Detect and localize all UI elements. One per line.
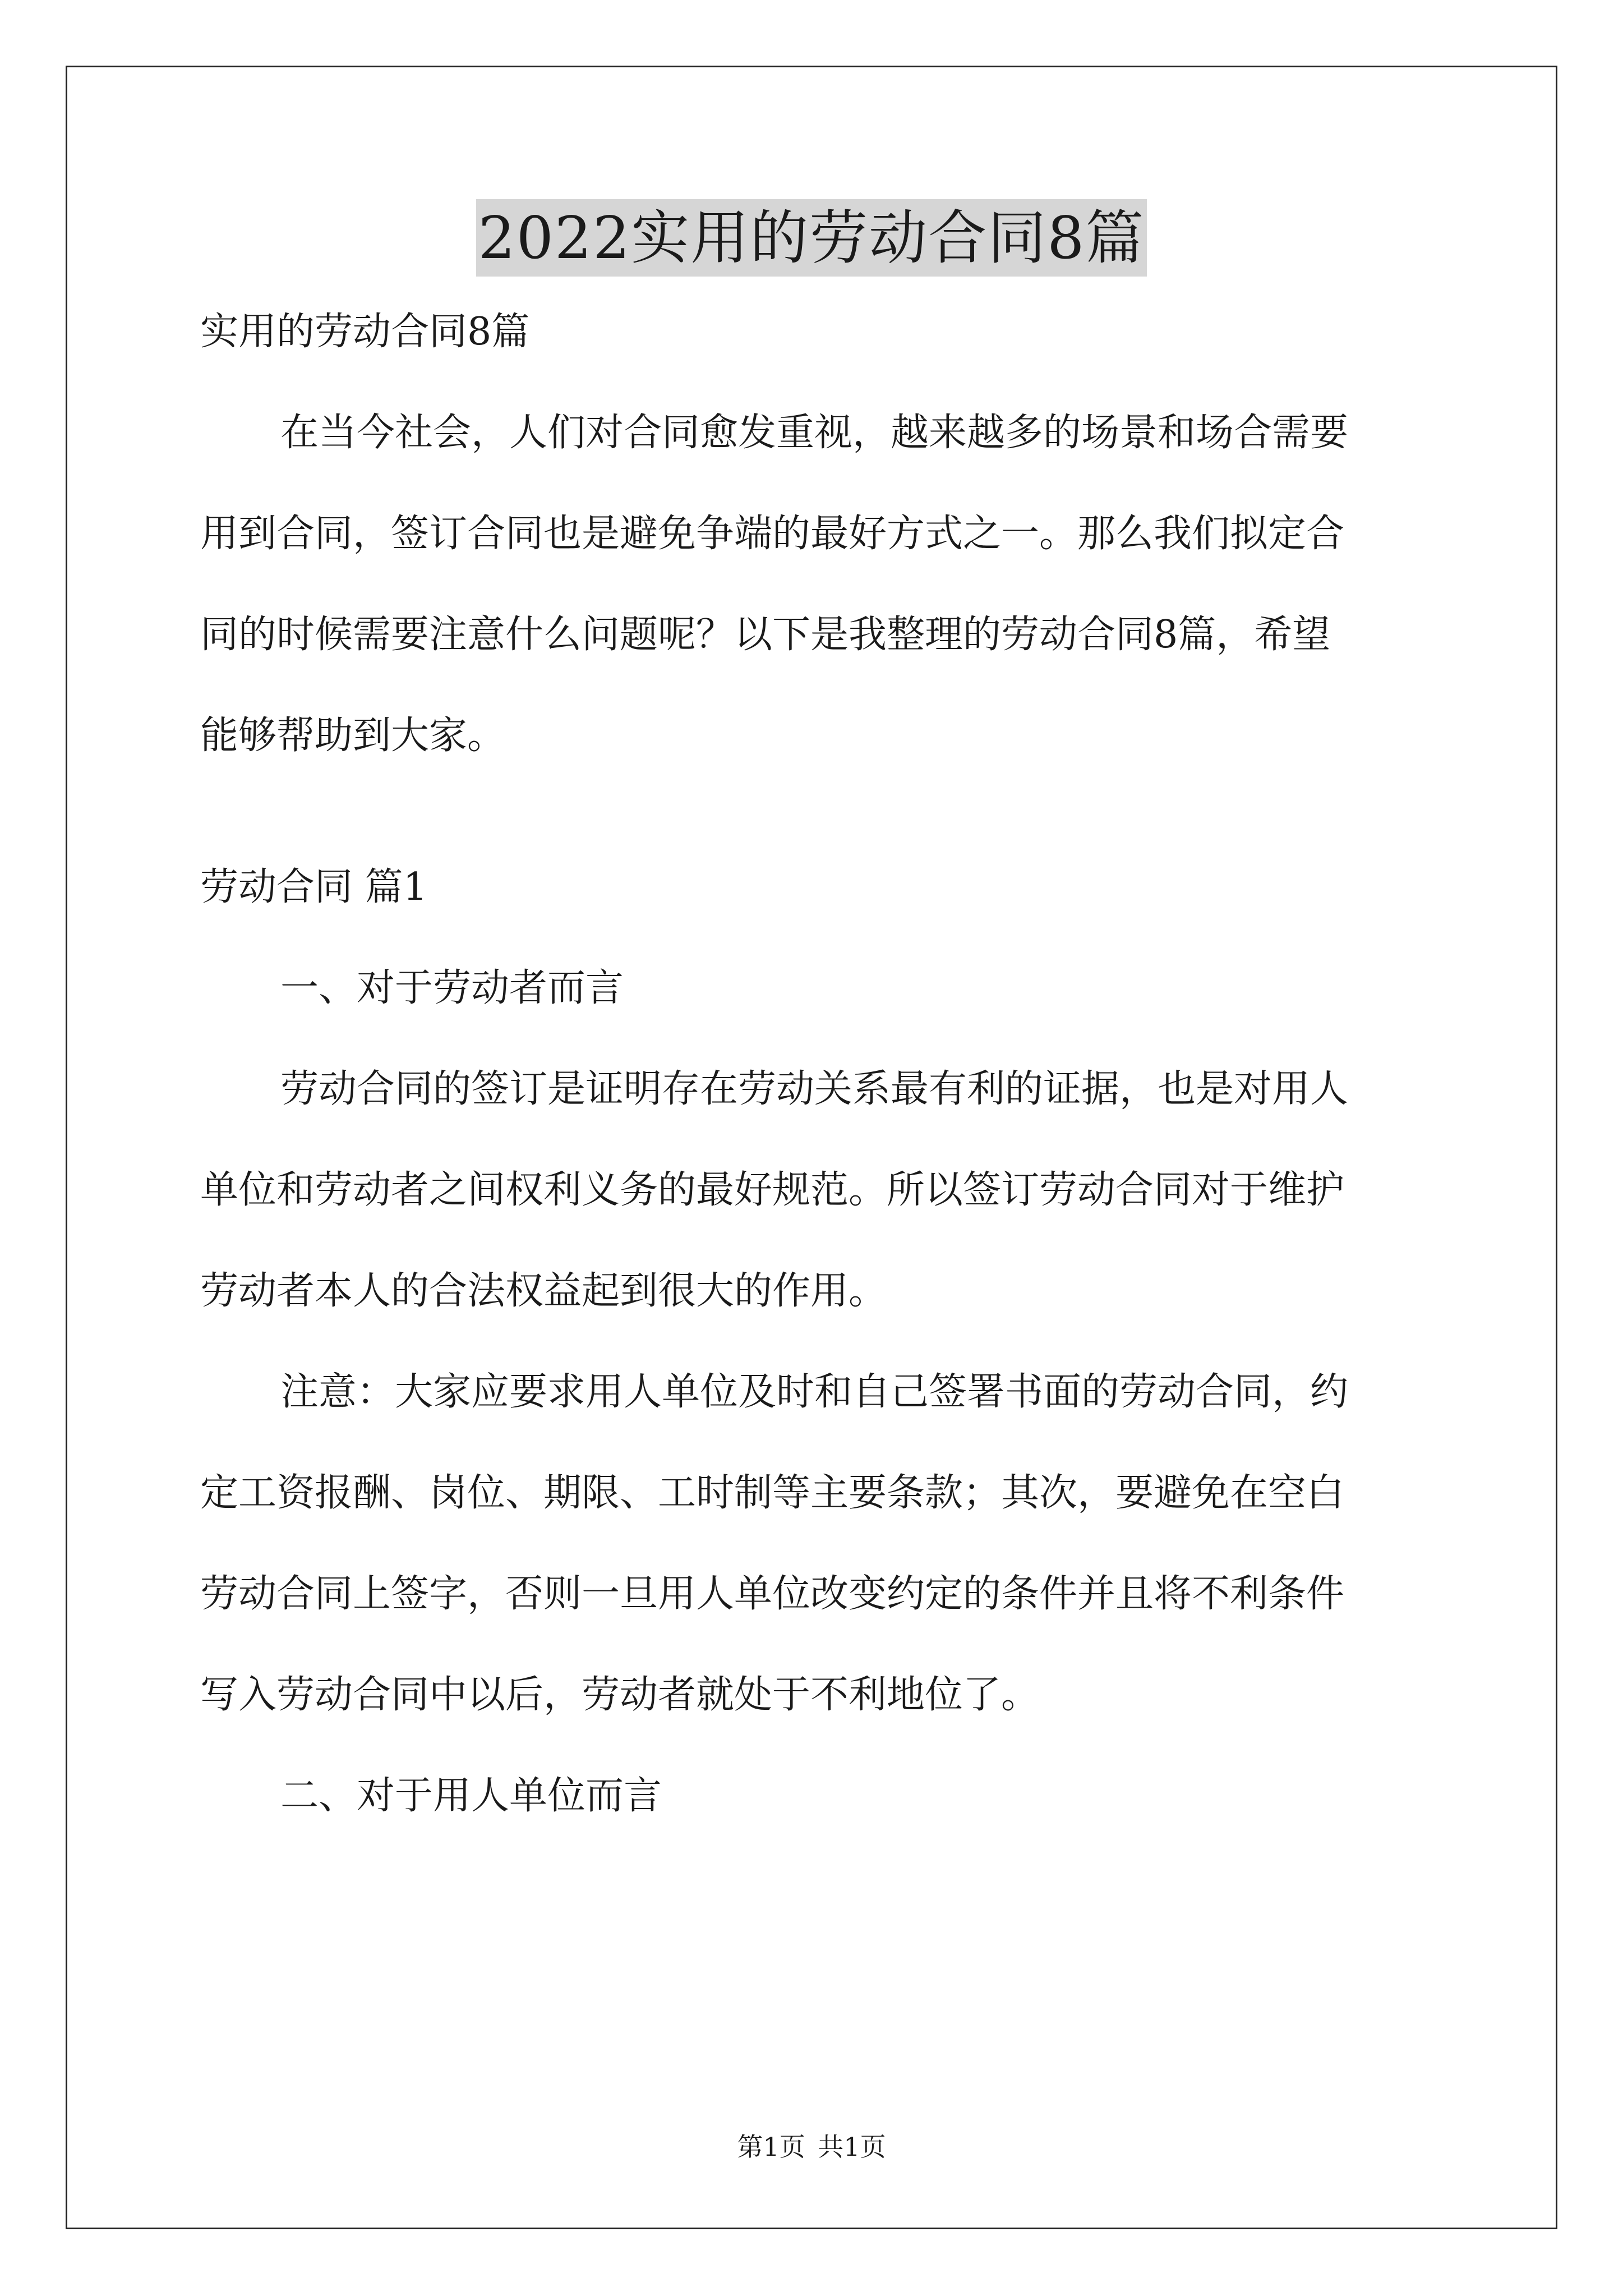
intro-line: 同的时候需要注意什么问题呢？以下是我整理的劳动合同8篇，希望 xyxy=(200,613,1331,657)
section-title-paragraph xyxy=(200,862,1434,913)
note-line: 写入劳动合同中以后，劳动者就处于不利地位了。 xyxy=(200,1673,1040,1717)
page-footer: 第1页 共1页 xyxy=(737,2132,886,2162)
document-heading: 实用的劳动合同8篇 xyxy=(200,310,530,354)
intro-line: 能够帮助到大家。 xyxy=(200,714,506,758)
part2-heading-paragraph xyxy=(200,1771,1434,1821)
note-paragraph xyxy=(200,1367,1434,1720)
note-line: 定工资报酬、岗位、期限、工时制等主要条款；其次，要避免在空白 xyxy=(200,1471,1345,1515)
part1-line: 劳动合同的签订是证明存在劳动关系最有利的证据，也是对用人 xyxy=(280,1067,1349,1111)
part1-paragraph xyxy=(200,1064,1434,1317)
intro-paragraph xyxy=(200,408,1434,761)
note-line: 注意：大家应要求用人单位及时和自己签署书面的劳动合同，约 xyxy=(280,1370,1349,1414)
heading-paragraph xyxy=(200,307,1434,357)
note-line: 劳动合同上签字，否则一旦用人单位改变约定的条件并且将不利条件 xyxy=(200,1572,1345,1616)
intro-line: 用到合同，签订合同也是避免争端的最好方式之一。那么我们拟定合 xyxy=(200,512,1345,556)
part1-line: 单位和劳动者之间权利义务的最好规范。所以签订劳动合同对于维护 xyxy=(200,1168,1345,1212)
part1-line: 劳动者本人的合法权益起到很大的作用。 xyxy=(200,1269,887,1313)
document-title: 2022实用的劳动合同8篇 xyxy=(476,199,1147,277)
intro-line: 在当今社会，人们对合同愈发重视，越来越多的场景和场合需要 xyxy=(280,411,1349,455)
section-title: 劳动合同 篇1 xyxy=(200,865,427,909)
document-body xyxy=(200,307,1434,1872)
part1-heading: 一、对于劳动者而言 xyxy=(280,966,624,1010)
part1-heading-paragraph xyxy=(200,963,1434,1014)
part2-heading: 二、对于用人单位而言 xyxy=(280,1774,662,1818)
title-container xyxy=(0,199,1623,277)
